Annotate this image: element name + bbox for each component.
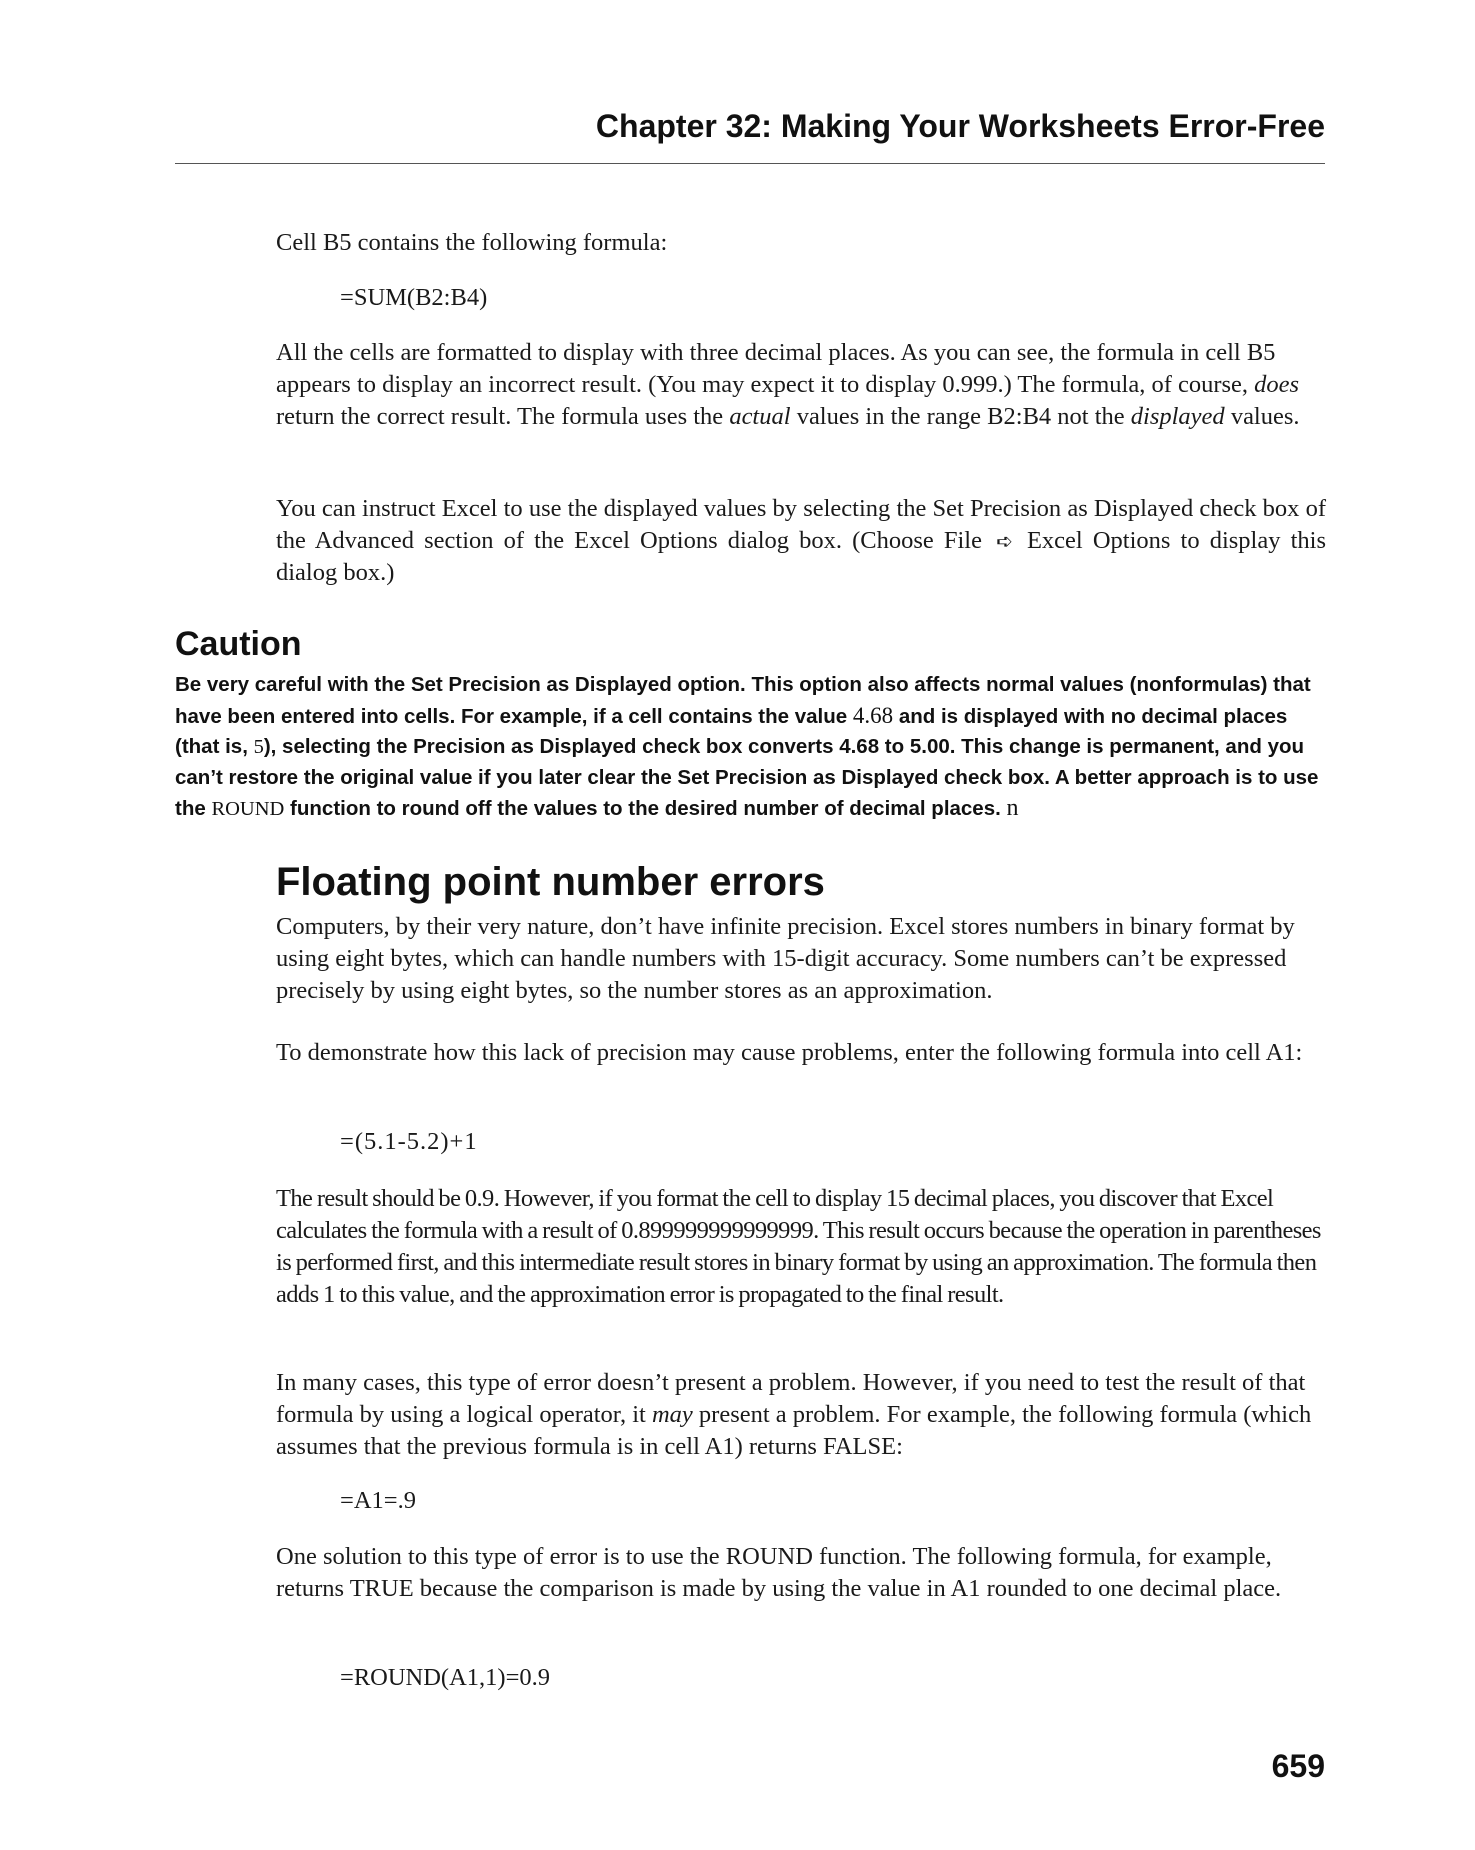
section-paragraph-4	[276, 1367, 1326, 1463]
text-run: and is displayed with no decimal places (that is,	[175, 704, 1288, 758]
end-mark-icon: n	[1006, 795, 1019, 821]
header-rule	[175, 163, 1325, 164]
section-paragraph-1: Computers, by their very nature, don’t have infinite precision. Excel stores numbers in binary format by using eight bytes, which can handle numbers with 15-digit accuracy. Some numbers can’t be expressed precisely by using eight bytes, so the number stores as an approximation.	[276, 913, 1295, 1004]
value-5: 5	[253, 736, 264, 758]
text-run: values.	[1224, 403, 1300, 430]
intro-paragraph-1: Cell B5 contains the following formula:	[276, 229, 668, 256]
text-run: You can instruct Excel to use the displayed values by selecting the Set Precision as Displayed check box of the Advanced section of the Excel Options dialog box. (Choose File	[276, 495, 1326, 554]
text-run: Excel Options to display this dialog box.)	[276, 527, 1326, 586]
emphasis-actual: actual	[729, 403, 791, 430]
text-run: ), selecting the Precision as Displayed check box converts 4.68 to 5.00. This change is permanent, and you can’t restore the original value if you later clear the Set Precision as Displayed check box. A better approach is to use the	[175, 735, 1319, 820]
caution-heading: Caution	[175, 625, 302, 663]
formula-round: =ROUND(A1,1)=0.9	[340, 1664, 551, 1691]
intro-paragraph-2	[276, 337, 1326, 433]
section-paragraph-5: One solution to this type of error is to use the ROUND function. The following formula, for example, returns TRUE because the comparison is made by using the value in A1 rounded to one decimal place.	[276, 1543, 1282, 1602]
intro-paragraph-3	[276, 493, 1326, 589]
caution-text	[175, 670, 1325, 825]
menu-arrow-icon: ➪	[996, 529, 1013, 553]
value-4-68: 4.68	[852, 702, 894, 728]
text-run: Be very careful with the Set Precision as Displayed option. This option also affects normal values (nonformulas) that have been entered into cells. For example, if a cell contains the value	[175, 673, 1311, 728]
formula-subtraction: =(5.1-5.2)+1	[340, 1128, 478, 1155]
emphasis-displayed: displayed	[1130, 403, 1225, 430]
emphasis-does: does	[1254, 371, 1300, 398]
section-heading: Floating point number errors	[276, 860, 825, 904]
text-run: In many cases, this type of error doesn’t present a problem. However, if you need to test the result of that formula by using a logical operator, it	[276, 1369, 1306, 1428]
page-number: 659	[1271, 1748, 1325, 1784]
text-run: values in the range B2:B4 not the	[790, 403, 1131, 430]
chapter-header: Chapter 32: Making Your Worksheets Error-Free	[595, 108, 1325, 144]
formula-compare: =A1=.9	[340, 1487, 416, 1514]
text-run: return the correct result. The formula uses the	[276, 403, 730, 430]
text-run: All the cells are formatted to display with three decimal places. As you can see, the formula in cell B5 appears to display an incorrect result. (You may expect it to display 0.999.) The formula, of course,	[276, 339, 1276, 398]
formula-sum: =SUM(B2:B4)	[340, 284, 488, 311]
section-paragraph-2: To demonstrate how this lack of precision may cause problems, enter the following formula into cell A1:	[276, 1039, 1303, 1066]
emphasis-may: may	[651, 1401, 693, 1428]
text-run: present a problem. For example, the following formula (which assumes that the previous formula is in cell A1) returns FALSE:	[276, 1401, 1312, 1460]
section-paragraph-3: The result should be 0.9. However, if you format the cell to display 15 decimal places, you discover that Excel calculates the formula with a result of 0.899999999999999. This result occurs because the operation in parentheses is performed first, and this intermediate result stores in binary format by using an approximation. The formula then adds 1 to this value, and the approximation error is propagated to the final result.	[276, 1185, 1321, 1308]
text-run: function to round off the values to the desired number of decimal places.	[284, 797, 1001, 820]
function-round: ROUND	[211, 798, 285, 820]
